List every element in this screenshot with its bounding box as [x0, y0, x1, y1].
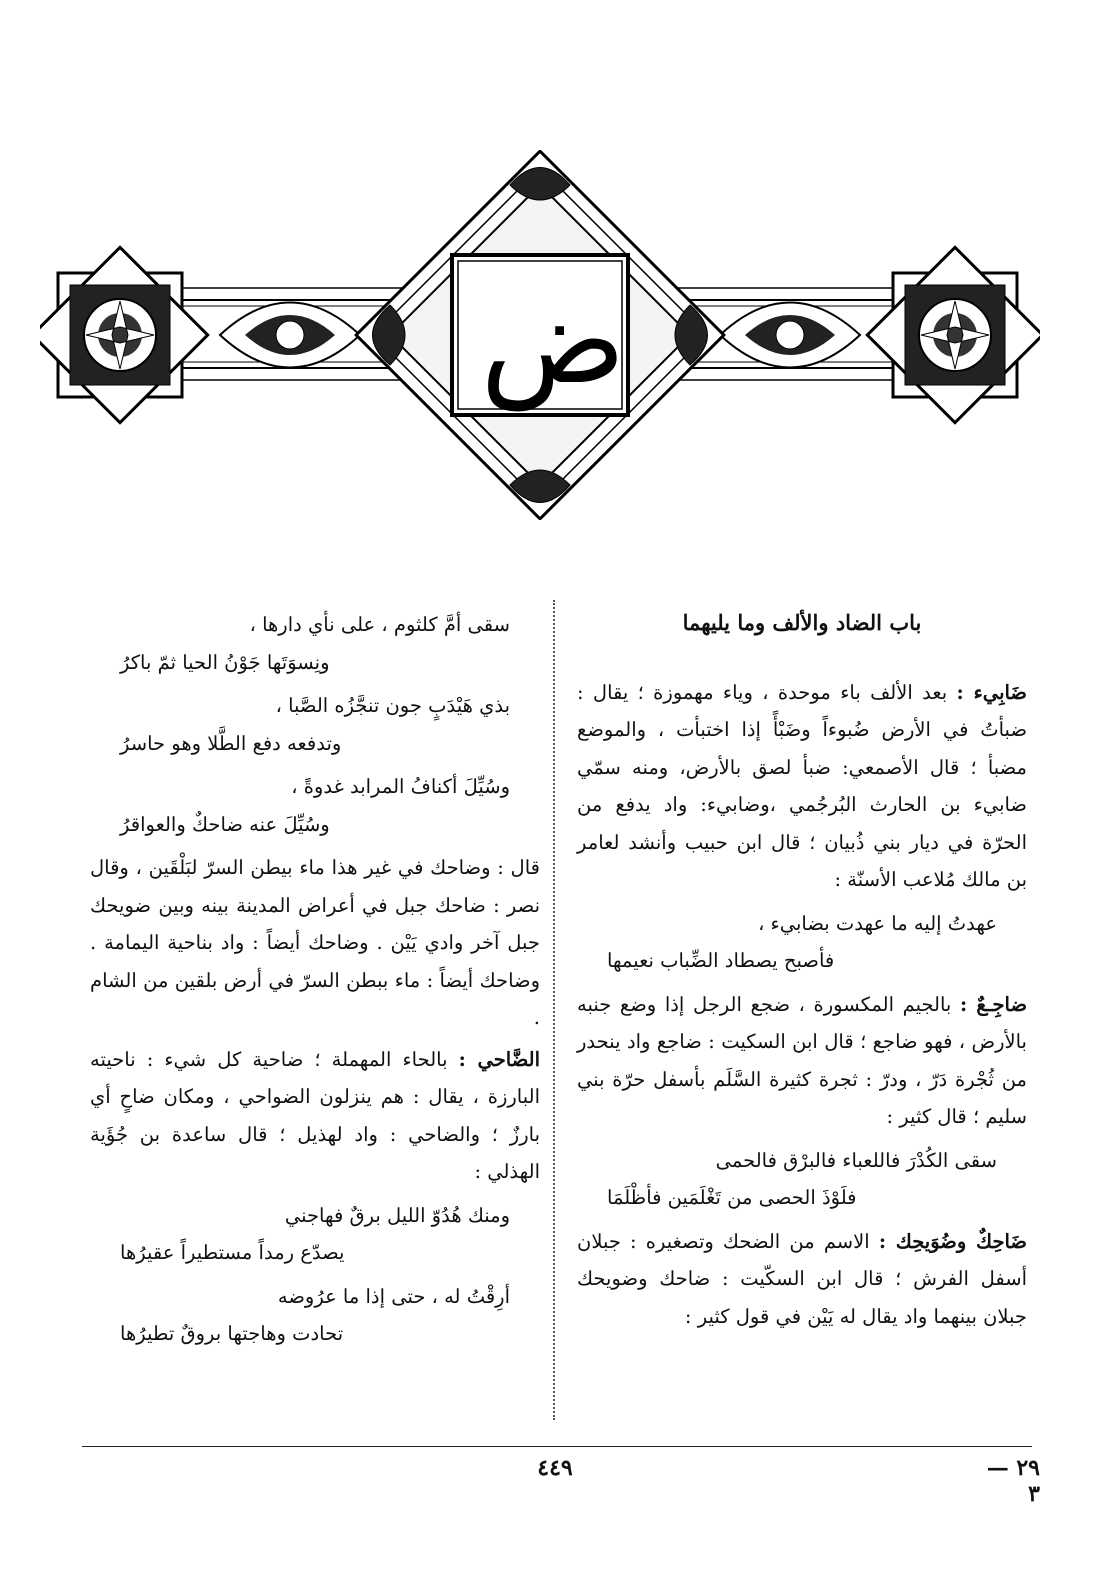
verse-line: عهدتُ إليه ما عهدت بضابيء ،	[758, 911, 997, 935]
verse-line: سقى الكُدْرَ فاللعباء فالبرْق فالحمى	[715, 1148, 997, 1172]
right-star-ornament	[867, 247, 1040, 422]
verse-line: فلَوْذَ الحصى من تَغْلَمَين فأظْلَمَا	[607, 1186, 857, 1209]
entry-daji	[577, 986, 1027, 1136]
signature-mark: ٢٩ — ٣	[986, 1455, 1040, 1507]
verse	[577, 1142, 1027, 1217]
section-title: باب الضاد والألف وما يليهما	[682, 610, 922, 635]
verse	[90, 1278, 540, 1353]
entry-dahi	[90, 1041, 540, 1191]
verse-line: ومنك هُدُوّ الليل برقٌ فهاجني	[284, 1203, 510, 1227]
verse-line: وسُيِّلَ أكنافُ المرابد غدوةً ،	[291, 775, 510, 798]
headword: الضَّاحي :	[458, 1047, 540, 1071]
left-column	[90, 600, 540, 1359]
footer-rule	[82, 1446, 1032, 1447]
verse	[90, 1197, 540, 1272]
section-letter: ض	[480, 272, 626, 411]
page-number: ٤٤٩	[537, 1455, 573, 1481]
headword: ضاجِـعٌ :	[959, 992, 1027, 1016]
verse	[90, 687, 540, 762]
right-column	[577, 600, 1027, 1339]
verse-line: تحادت وهاجتها بروقٌ تطيرُها	[120, 1322, 344, 1345]
verse-line: وسُيِّلَ عنه ضاحكٌ والعواقرُ	[120, 812, 330, 836]
verse	[90, 768, 540, 843]
entry-text: الاسم من الضحك وتصغيره : جبلان أسفل الفرش ؛ قال ابن السكّيت : ضاحك وضويحك جبلان بينهما واد يقال له يَيْن في قول كثير :	[577, 1229, 1027, 1328]
verse-line: ونِسوَتَها جَوْنُ الحيا ثمّ باكرُ	[120, 650, 330, 674]
paragraph: قال : وضاحك في غير هذا ماء بيطن السرّ لبَلْقَين ، وقال نصر : ضاحك جبل في أعراض المدينة بينه وبين ضويحك جبل آخر وادي يَيْن . وضاحك أيضاً : واد بناحية اليمامة . وضاحك أيضاً : ماء ببطن السرّ في أرض بلقين من الشام .	[90, 856, 540, 1029]
headword: ضَاحِكٌ وضُوَيحِك :	[878, 1229, 1027, 1253]
entry-text: بعد الألف باء موحدة ، وياء مهموزة ؛ يقال : ضبأتُ في الأرض ضُبوءاً وضَبْأً إذا اختبأت ، والموضع مضبأ ؛ قال الأصمعي: ضبأ لصق بالأرض، ومنه سمّي ضابيء بن الحارث البُرجُمي ،وضابيء: واد يدفع من الحرّة في ديار بني ذُبيان ؛ قال ابن حبيب وأنشد لعامر بن مالك مُلاعب الأسنّة :	[577, 680, 1027, 891]
verse-line: فأصبح يصطاد الضِّباب نعيمها	[607, 949, 835, 972]
entry-dabi	[577, 674, 1027, 899]
entry-text: بالحاء المهملة ؛ ضاحية كل شيء : ناحيته البارزة ، يقال : هم ينزلون الضواحي ، ومكان ضاحٍ أي بارزٌ ؛ والضاحي : واد لهذيل ؛ قال ساعدة بن جُؤَية الهذلي :	[90, 1047, 540, 1183]
entry-text: بالجيم المكسورة ، ضجع الرجل إذا وضع جنبه بالأرض ، فهو ضاجع ؛ قال ابن السكيت : ضاجع واد ينحدر من ثُجْرة دَرّ ، ودرّ : ثجرة كثيرة السَّلَم بأسفل حرّة بني سليم ؛ قال كثير :	[577, 992, 1027, 1128]
verse-line: يصدّع رمداً مستطيراً عقيرُها	[120, 1241, 345, 1264]
verse	[577, 905, 1027, 980]
left-star-ornament	[40, 247, 208, 422]
entry-dahik	[577, 1223, 1027, 1336]
verse-line: أرِقْتُ له ، حتى إذا ما عرُوضه	[277, 1284, 510, 1308]
verse-line: سقى أمَّ كلثوم ، على نأي دارها ،	[249, 613, 510, 636]
headword: ضَابِيء :	[956, 680, 1027, 704]
column-divider	[553, 600, 555, 1420]
verse-line: بذي هَيْدَبٍ جون تنجَّزُه الصَّبا ،	[275, 694, 510, 717]
verse-line: وتدفعه دفع الطَّلا وهو حاسرُ	[120, 731, 342, 755]
verse	[90, 606, 540, 681]
